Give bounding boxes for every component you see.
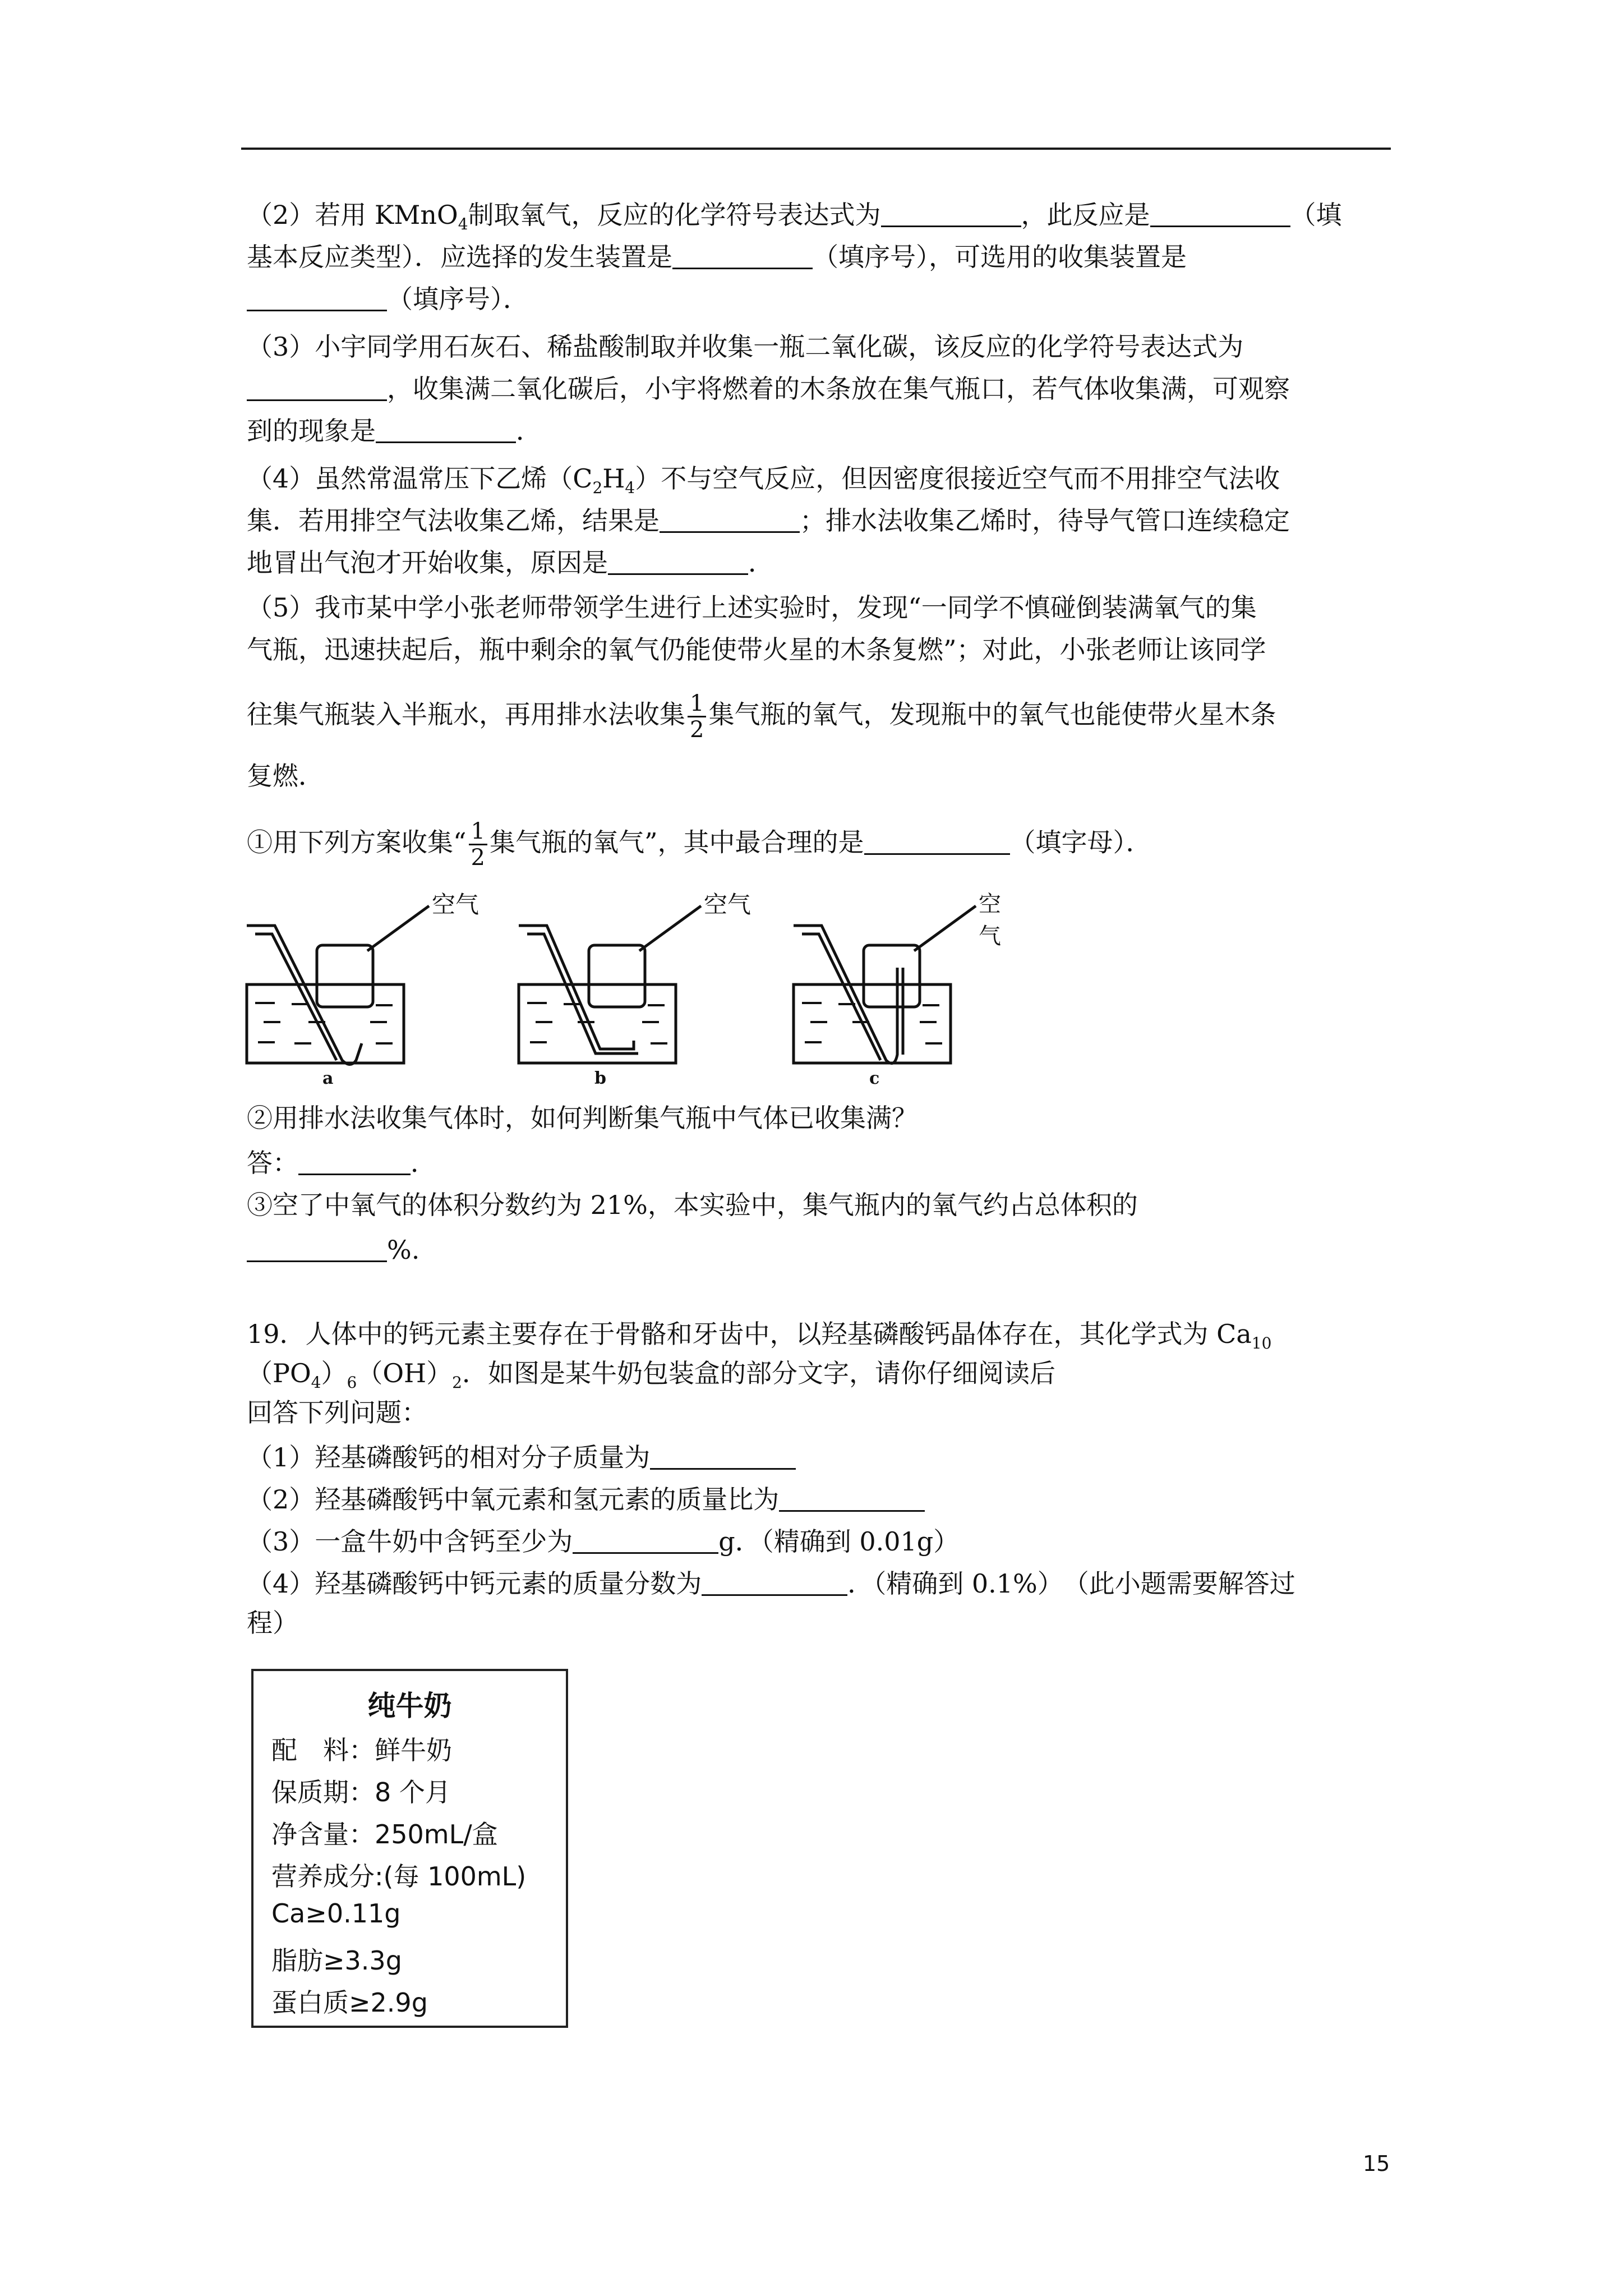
answer-blank[interactable] bbox=[702, 1568, 847, 1596]
milk-label-row: 蛋白质≥2.9g bbox=[271, 1987, 428, 2018]
q18-part5-line4: 复燃． bbox=[247, 761, 324, 791]
q18-part3-line2: ，收集满二氧化碳后，小宇将燃着的木条放在集气瓶口，若气体收集满，可观察 bbox=[247, 370, 1290, 407]
answer-blank[interactable] bbox=[247, 374, 387, 401]
q18-part2-line1: （2）若用 KMnO$_4$制取氧气，反应的化学符号表达式为 ，此反应是 （填 bbox=[247, 200, 1342, 234]
milk-label-row: 脂肪≥3.3g bbox=[271, 1945, 402, 1976]
milk-label-row: 营养成分:(每 100mL) bbox=[271, 1861, 527, 1892]
page-number: 15 bbox=[1363, 2151, 1390, 2176]
answer-blank[interactable] bbox=[864, 827, 1010, 855]
q19-q3: （3）一盒牛奶中含钙至少为 g．（精确到 0.01g） bbox=[247, 1526, 960, 1557]
answer-blank[interactable] bbox=[376, 416, 516, 443]
q18-part5-line2: 气瓶，迅速扶起后，瓶中剩余的氧气仍能使带火星的木条复燃”；对此，小张老师让该同学 bbox=[247, 634, 1266, 665]
caption-b: b bbox=[594, 1069, 606, 1088]
answer-blank[interactable] bbox=[298, 1148, 411, 1175]
gas-collection-figure bbox=[241, 875, 1001, 1094]
q18-part4-line3: 地冒出气泡才开始收集，原因是 ． bbox=[247, 547, 774, 578]
q18-sub3-line1: ③空了中氧气的体积分数约为 21%，本实验中，集气瓶内的氧气约占总体积的 bbox=[247, 1190, 1138, 1220]
q18-part5-line3: 往集气瓶装入半瓶水，再用排水法收集 $\frac{1}{2}$ 集气瓶的氧气，发现瓶中的氧气也能使带火星木条 bbox=[247, 691, 1276, 743]
q19-q4-cont: 程） bbox=[247, 1608, 298, 1638]
q19-stem-line3: 回答下列问题： bbox=[247, 1397, 427, 1428]
caption-c: c bbox=[869, 1069, 880, 1088]
q18-part4-line1: （4）虽然常温常压下乙烯$(C_2H_4)$不与空气反应，但因密度很接近空气而不用排空气法收 bbox=[247, 463, 1280, 498]
milk-label-row: Ca≥0.11g bbox=[271, 1898, 401, 1929]
q18-part2-line3: （填序号）． bbox=[247, 280, 529, 318]
q19-q4: （4）羟基磷酸钙中钙元素的质量分数为 ．（精确到 0.1%） （此小题需要解答过 bbox=[247, 1568, 1295, 1599]
apparatus-a bbox=[247, 906, 429, 1065]
apparatus-diagram bbox=[241, 875, 998, 1094]
q19-q2: （2）羟基磷酸钙中氧元素和氢元素的质量比为 bbox=[247, 1481, 925, 1518]
answer-blank[interactable] bbox=[608, 547, 748, 575]
caption-a: a bbox=[322, 1069, 334, 1088]
milk-label-row: 配 料：鲜牛奶 bbox=[271, 1735, 452, 1765]
answer-blank[interactable] bbox=[881, 200, 1021, 227]
fraction-half: $\frac{1}{2}$ bbox=[688, 691, 706, 742]
q18-part4-line2: 集．若用排空气法收集乙烯，结果是 ；排水法收集乙烯时，待导气管口连续稳定 bbox=[247, 505, 1290, 536]
milk-label-row: 保质期：8 个月 bbox=[271, 1777, 451, 1807]
header-rule bbox=[241, 148, 1391, 150]
fraction-half: $\frac{1}{2}$ bbox=[469, 819, 487, 870]
milk-label-title: 纯牛奶 bbox=[367, 1690, 452, 1722]
q18-part2-line2: 基本反应类型）．应选择的发生装置是 （填序号），可选用的收集装置是 bbox=[247, 242, 1187, 272]
answer-blank[interactable] bbox=[573, 1526, 718, 1554]
label-air-b: 空气 bbox=[704, 891, 751, 918]
q18-sub2-answer: 答： ． bbox=[247, 1148, 436, 1178]
answer-blank[interactable] bbox=[1150, 200, 1290, 227]
label-air-c: 空气 bbox=[979, 891, 1001, 949]
answer-blank[interactable] bbox=[650, 1442, 796, 1470]
milk-label-box bbox=[251, 1669, 568, 2028]
answer-blank[interactable] bbox=[672, 242, 813, 269]
q19-stem-line1: 19．人体中的钙元素主要存在于骨骼和牙齿中，以羟基磷酸钙晶体存在，其化学式为 $Ca_{10}$ bbox=[247, 1319, 1272, 1353]
q18-part3-line1: （3）小宇同学用石灰石、稀盐酸制取并收集一瓶二氧化碳，该反应的化学符号表达式为 bbox=[247, 332, 1244, 362]
q18-sub2: ②用排水法收集气体时，如何判断集气瓶中气体已收集满？ bbox=[247, 1103, 917, 1133]
q19-stem-line2: $(PO_4)_6(OH)_2$．如图是某牛奶包装盒的部分文字，请你仔细阅读后 bbox=[247, 1358, 1055, 1392]
apparatus-c bbox=[794, 906, 976, 1064]
q18-sub1: ①用下列方案收集“ $\frac{1}{2}$ 集气瓶的氧气”，其中最合理的是 （填字母）． bbox=[247, 818, 1152, 871]
answer-blank[interactable] bbox=[247, 1235, 387, 1262]
q18-part3-line3: 到的现象是 ． bbox=[247, 416, 542, 446]
answer-blank[interactable] bbox=[779, 1484, 925, 1512]
answer-blank[interactable] bbox=[247, 284, 387, 311]
q18-sub3-line2: %. bbox=[247, 1231, 419, 1268]
milk-label-row: 净含量：250mL/盒 bbox=[271, 1819, 498, 1849]
answer-blank[interactable] bbox=[660, 505, 800, 533]
label-air-a: 空气 bbox=[432, 891, 479, 918]
apparatus-b bbox=[519, 906, 701, 1063]
q19-q1: （1）羟基磷酸钙的相对分子质量为 bbox=[247, 1439, 796, 1476]
q18-part5-line1: （5）我市某中学小张老师带领学生进行上述实验时，发现“一同学不慎碰倒装满氧气的集 bbox=[247, 592, 1257, 623]
